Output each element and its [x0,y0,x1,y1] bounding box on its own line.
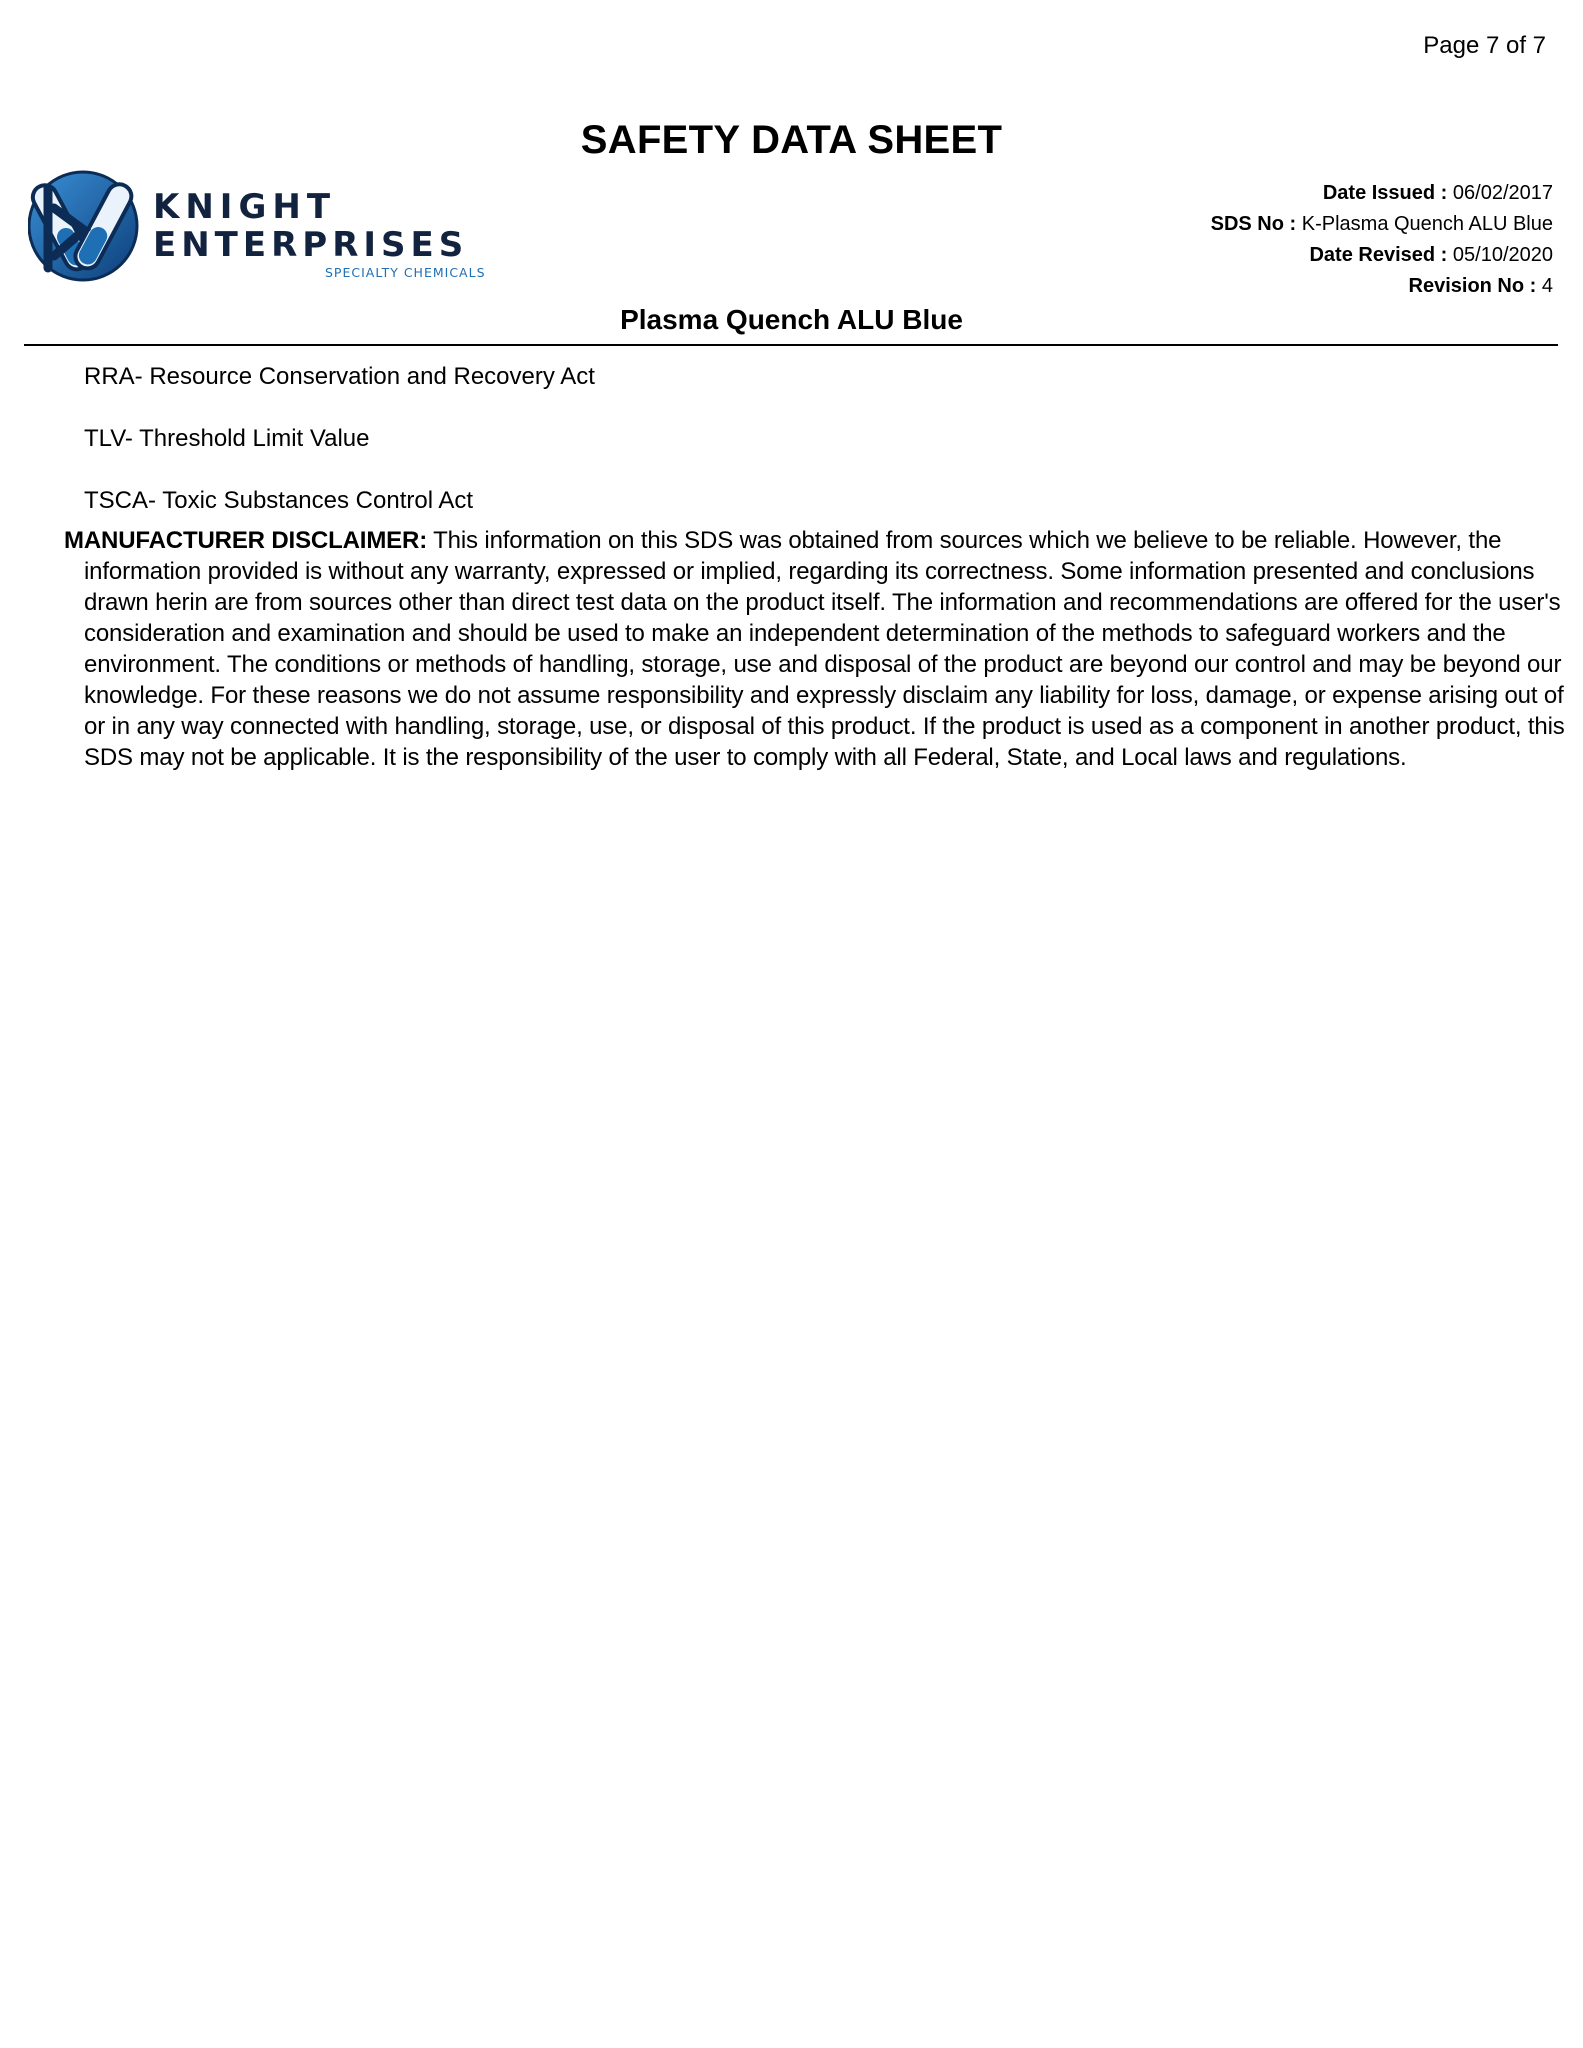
document-title: SAFETY DATA SHEET [580,118,1003,162]
date-revised-value: 05/10/2020 [1452,244,1553,266]
sds-no-row [1211,209,1553,240]
manufacturer-disclaimer [64,525,1582,773]
knight-enterprises-logo-icon [28,168,528,284]
page-number: Page 7 of 7 [1423,32,1546,59]
disclaimer-text: This information on this SDS was obtained from sources which we believe to be reliable. However, the information provided is without any warranty, expressed or implied, regarding its correctness. Some information presented and conclusions drawn herin are from sources other than direct test data on the product itself. The information and recommendations are offered for the user's consideration and examination and should be used to make an independent determination of the methods to safeguard workers and the environment. The conditions or methods of handling, storage, use and disposal of the product are beyond our control and may be beyond our knowledge. For these reasons we do not assume responsibility and expressly disclaim any liability for loss, damage, or expense arising out of or in any way connected with handling, storage, use, or disposal of this product. If the product is used as a component in another product, this SDS may not be applicable. It is the responsibility of the user to comply with all Federal, State, and Local laws and regulations. [84,527,1565,771]
revision-no-value: 4 [1541,275,1553,297]
disclaimer-label: MANUFACTURER DISCLAIMER: [64,527,428,554]
document-meta [1211,178,1553,302]
company-logo [28,168,528,284]
header-divider [24,344,1558,346]
abbreviation-tlv: TLV- Threshold Limit Value [84,425,370,452]
product-name: Plasma Quench ALU Blue [620,304,963,335]
date-revised-row [1211,240,1553,271]
logo-line2: ENTERPRISES [153,225,469,265]
revision-no-label: Revision No : [1408,275,1537,297]
abbreviation-tsca: TSCA- Toxic Substances Control Act [84,487,474,514]
sds-no-value: K-Plasma Quench ALU Blue [1301,213,1553,235]
sds-no-label: SDS No : [1210,213,1297,235]
date-revised-label: Date Revised : [1309,244,1448,266]
date-issued-value: 06/02/2017 [1452,182,1553,204]
date-issued-label: Date Issued : [1322,182,1448,204]
logo-tagline: SPECIALTY CHEMICALS [325,265,486,280]
revision-no-row [1211,271,1553,302]
logo-line1: KNIGHT [153,187,337,227]
abbreviation-rra: RRA- Resource Conservation and Recovery Act [84,363,595,390]
date-issued-row [1211,178,1553,209]
